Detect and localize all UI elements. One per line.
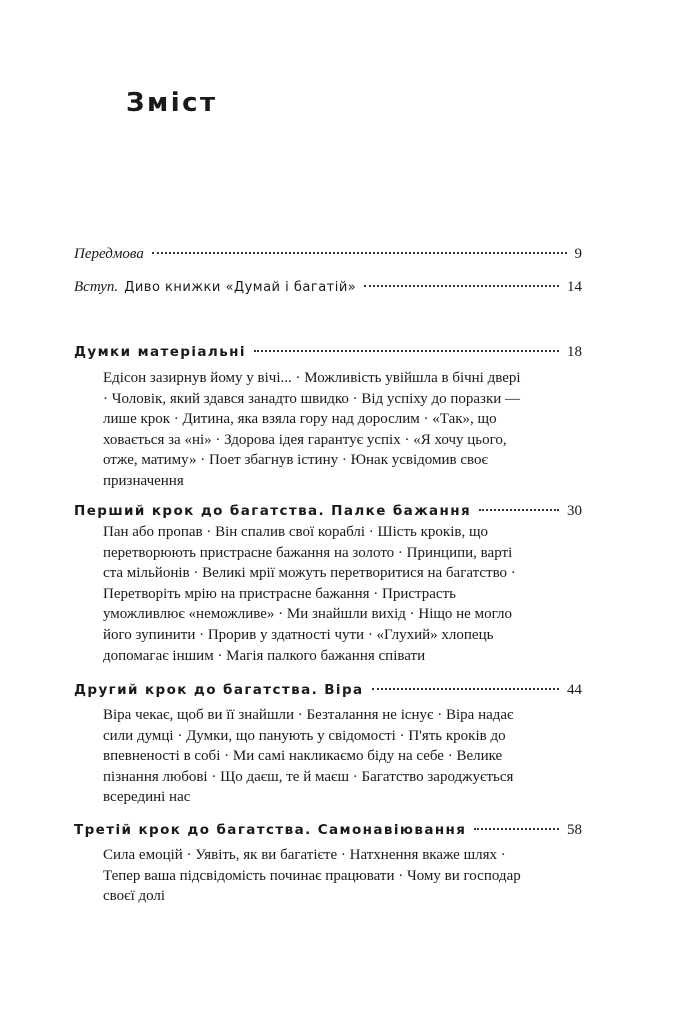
dot-leader xyxy=(364,275,559,287)
chapter-description: Віра чекає, щоб ви її знайшли · Безталання не існує · Віра надає сили думці · Думки, що панують у свідомості · П'ять кроків до впевненості в собі · Ми самі накликаємо біду на себе · Велике пізнання любові · Що даєш, те й маєш · Багатство зароджується всередині нас xyxy=(103,707,514,806)
chapter-title: Третій крок до багатства. Самонавіювання xyxy=(74,822,467,838)
chapter-description: Едісон зазирнув йому у вічі... · Можливість увійшла в бічні двері · Чоловік, який здався занадто швидко · Від успіху до поразки — лише крок · Дитина, яка взяла гору над дорослим · «Так», що ховається за «ні» · Здорова ідея гарантує успіх · «Я хочу цього, отже, матиму» · Поет збагнув істину · Юнак усвідомив своє призначення xyxy=(103,370,521,489)
toc-chapter-4[interactable] xyxy=(74,822,582,839)
toc-entry-prefix: Вступ. xyxy=(74,279,119,295)
toc-chapter-1[interactable] xyxy=(74,344,582,361)
chapter-description: Сила емоцій · Уявіть, як ви багатієте · Натхнення вкаже шлях · Тепер ваша підсвідомість починає працювати · Чому ви господар своєї долі xyxy=(103,847,521,905)
dot-leader xyxy=(152,242,567,254)
toc-page-number: 18 xyxy=(567,344,582,360)
chapter-description: Пан або пропав · Він спалив свої кораблі · Шість кроків, що перетворюють пристрасне бажання на золото · Принципи, варті ста мільйонів · Великі мрії можуть перетворитися на багатство · Перетворіть мрію на пристрасне бажання · Пристрасть уможливлює «неможливе» · Ми знайшли вихід · Ніщо не могло його зупинити · Прорив у здатності чути · «Глухий» хлопець допомагає іншим · Магія палкого бажання співати xyxy=(103,524,516,664)
toc-chapter-3[interactable] xyxy=(74,682,582,699)
toc-entry-preface[interactable] xyxy=(74,246,582,263)
toc-chapter-2[interactable] xyxy=(74,503,582,520)
chapter-title: Думки матеріальні xyxy=(74,344,246,360)
toc-entry-label: Диво книжки «Думай і багатій» xyxy=(124,280,357,295)
dot-leader xyxy=(479,499,559,511)
toc-page-number: 30 xyxy=(567,503,582,519)
page-title: Зміст xyxy=(126,88,218,118)
chapter-title: Другий крок до багатства. Віра xyxy=(74,682,364,698)
toc-page-number: 58 xyxy=(567,822,582,838)
toc-page-number: 44 xyxy=(567,682,582,698)
toc-entry-label: Передмова xyxy=(74,246,144,262)
dot-leader xyxy=(474,818,559,830)
dot-leader xyxy=(372,678,559,690)
dot-leader xyxy=(254,340,559,352)
chapter-title: Перший крок до багатства. Палке бажання xyxy=(74,503,472,519)
toc-entry-introduction[interactable] xyxy=(74,279,582,296)
toc-page-number: 14 xyxy=(567,279,582,295)
toc-page-number: 9 xyxy=(574,246,582,262)
